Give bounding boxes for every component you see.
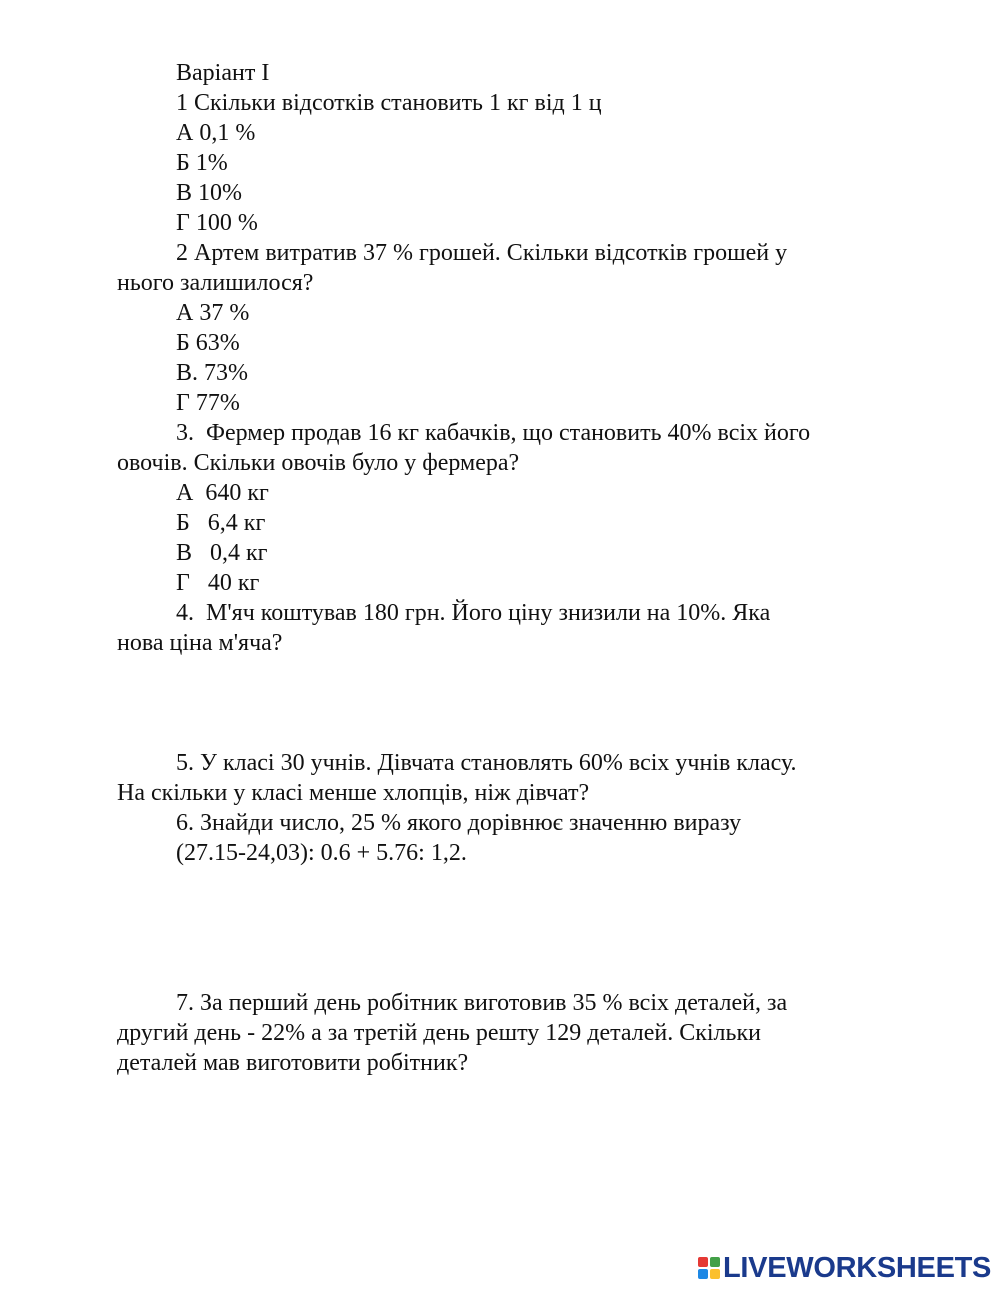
question-3-option-a: А 640 кг <box>176 480 269 506</box>
question-4-text-cont: нова ціна м'яча? <box>117 630 283 656</box>
question-5-text: 5. У класі 30 учнів. Дівчата становлять 60% всіх учнів класу. <box>176 750 797 776</box>
question-7-text-cont-2: деталей мав виготовити робітник? <box>117 1050 469 1076</box>
question-2-option-b: Б 63% <box>176 330 240 356</box>
logo-text: LIVEWORKSHEETS <box>723 1252 992 1284</box>
question-2-option-g: Г 77% <box>176 390 240 416</box>
question-1-option-v: В 10% <box>176 180 242 206</box>
question-3-text: 3. Фермер продав 16 кг кабачків, що становить 40% всіх його <box>176 420 811 446</box>
question-2-option-a: А 37 % <box>176 300 250 326</box>
logo-blocks-icon <box>698 1257 720 1279</box>
question-3-option-g: Г 40 кг <box>176 570 260 596</box>
question-6-expression: (27.15-24,03): 0.6 + 5.76: 1,2. <box>176 840 467 866</box>
question-3-option-b: Б 6,4 кг <box>176 510 266 536</box>
question-1-option-b: Б 1% <box>176 150 228 176</box>
question-2-text: 2 Артем витратив 37 % грошей. Скільки відсотків грошей у <box>176 240 788 266</box>
question-6-text: 6. Знайди число, 25 % якого дорівнює значенню виразу <box>176 810 742 836</box>
question-3-option-v: В 0,4 кг <box>176 540 268 566</box>
question-3-text-cont: овочів. Скільки овочів було у фермера? <box>117 450 520 476</box>
question-1-option-g: Г 100 % <box>176 210 258 236</box>
logo-block <box>698 1257 708 1267</box>
question-2-option-v: В. 73% <box>176 360 248 386</box>
question-4-text: 4. М'яч коштував 180 грн. Його ціну знизили на 10%. Яка <box>176 600 771 626</box>
logo-block <box>698 1269 708 1279</box>
question-5-text-cont: На скільки у класі менше хлопців, ніж дівчат? <box>117 780 590 806</box>
question-2-text-cont: нього залишилося? <box>117 270 314 296</box>
question-1-option-a: А 0,1 % <box>176 120 256 146</box>
logo-block <box>710 1257 720 1267</box>
question-1-text: 1 Скільки відсотків становить 1 кг від 1 ц <box>176 90 602 116</box>
question-7-text-cont: другий день - 22% а за третій день решту 129 деталей. Скільки <box>117 1020 761 1046</box>
liveworksheets-logo[interactable] <box>698 1253 991 1283</box>
variant-title: Варіант І <box>176 60 270 86</box>
logo-block <box>710 1269 720 1279</box>
question-7-text: 7. За перший день робітник виготовив 35 % всіх деталей, за <box>176 990 788 1016</box>
